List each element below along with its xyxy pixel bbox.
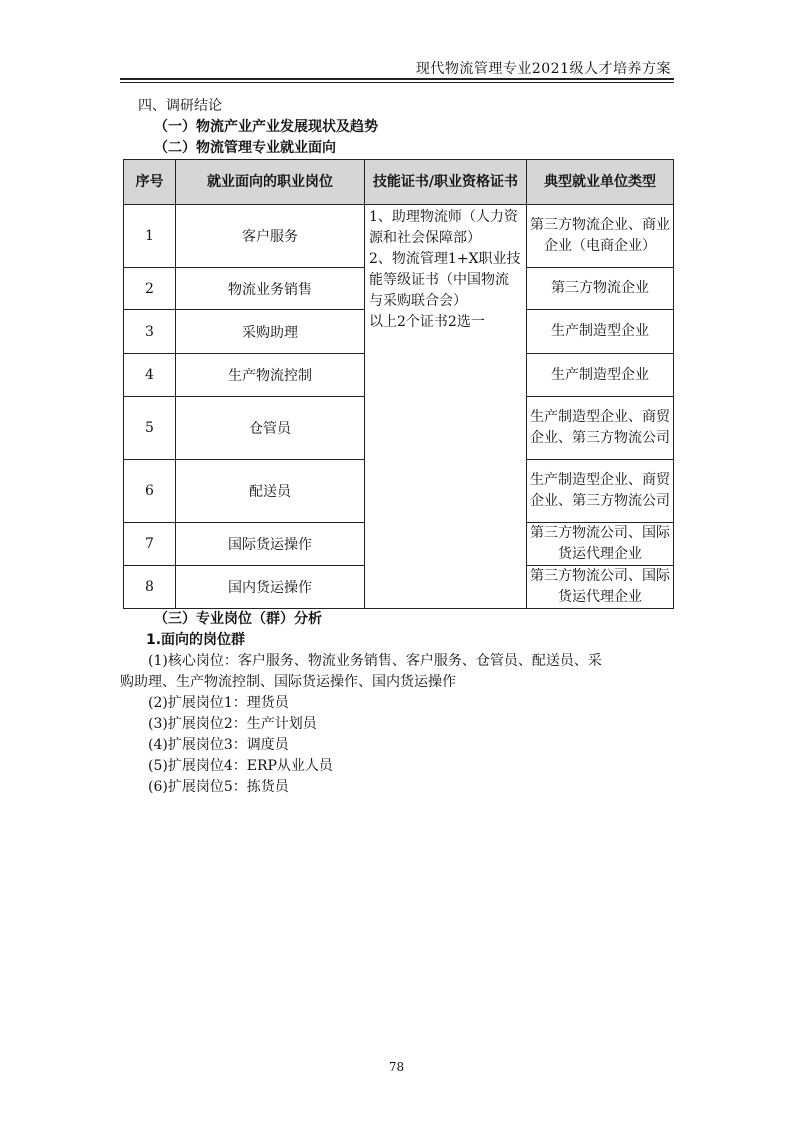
ext-post-1: (2)扩展岗位1：理货员 xyxy=(148,695,289,711)
cell-no: 1 xyxy=(124,205,176,268)
core-posts-line2: 购助理、生产物流控制、国际货运操作、国内货运操作 xyxy=(120,674,456,690)
document-title: 现代物流管理专业2021级人才培养方案 xyxy=(415,61,671,77)
section-heading: 四、调研结论 xyxy=(138,98,222,114)
header-no: 序号 xyxy=(124,160,176,205)
header-rule-thin xyxy=(120,82,674,83)
ext-post-3: (4)扩展岗位3：调度员 xyxy=(148,737,289,753)
core-posts-line1: (1)核心岗位：客户服务、物流业务销售、客户服务、仓管员、配送员、采 xyxy=(148,653,602,669)
cell-unit: 生产制造型企业、商贸企业、第三方物流公司 xyxy=(527,397,674,460)
cell-unit: 第三方物流公司、国际货运代理企业 xyxy=(527,523,674,566)
header-unit: 典型就业单位类型 xyxy=(527,160,674,205)
cell-unit: 生产制造型企业 xyxy=(527,310,674,354)
page-number: 78 xyxy=(388,1060,405,1074)
cell-post: 国际货运操作 xyxy=(176,523,365,566)
employment-table xyxy=(123,159,674,609)
subsection-heading-1: （一）物流产业产业发展现状及趋势 xyxy=(154,119,378,135)
header-post: 就业面向的职业岗位 xyxy=(176,160,365,205)
ext-post-5: (6)扩展岗位5：拣货员 xyxy=(148,779,289,795)
header-cert: 技能证书/职业资格证书 xyxy=(365,160,527,205)
cell-no: 2 xyxy=(124,268,176,310)
page-content xyxy=(120,96,680,798)
subsection-heading-2: （二）物流管理专业就业面向 xyxy=(154,140,336,156)
cell-certificates: 1、助理物流师（人力资源和社会保障部） 2、物流管理1+X职业技能等级证书（中国物流与采购联合会） 以上2个证书2选一 xyxy=(365,205,527,609)
cell-post: 采购助理 xyxy=(176,310,365,354)
cell-no: 6 xyxy=(124,460,176,523)
cell-unit: 生产制造型企业 xyxy=(527,354,674,397)
cell-unit: 第三方物流公司、国际货运代理企业 xyxy=(527,566,674,609)
ext-post-4: (5)扩展岗位4：ERP从业人员 xyxy=(148,758,333,774)
cell-post: 生产物流控制 xyxy=(176,354,365,397)
cell-unit: 第三方物流企业 xyxy=(527,268,674,310)
cell-no: 8 xyxy=(124,566,176,609)
cell-no: 5 xyxy=(124,397,176,460)
cell-post: 国内货运操作 xyxy=(176,566,365,609)
cell-post: 配送员 xyxy=(176,460,365,523)
subsection-heading-3: （三）专业岗位（群）分析 xyxy=(154,611,322,627)
cell-unit: 生产制造型企业、商贸企业、第三方物流公司 xyxy=(527,460,674,523)
cell-unit: 第三方物流企业、商业企业（电商企业） xyxy=(527,205,674,268)
header-rule xyxy=(120,78,674,80)
cell-no: 7 xyxy=(124,523,176,566)
cell-post: 仓管员 xyxy=(176,397,365,460)
cell-no: 4 xyxy=(124,354,176,397)
table-row xyxy=(124,205,674,268)
cell-no: 3 xyxy=(124,310,176,354)
cell-post: 客户服务 xyxy=(176,205,365,268)
table-header-row xyxy=(124,160,674,205)
group-heading: 1.面向的岗位群 xyxy=(146,632,246,648)
ext-post-2: (3)扩展岗位2：生产计划员 xyxy=(148,716,317,732)
cell-post: 物流业务销售 xyxy=(176,268,365,310)
